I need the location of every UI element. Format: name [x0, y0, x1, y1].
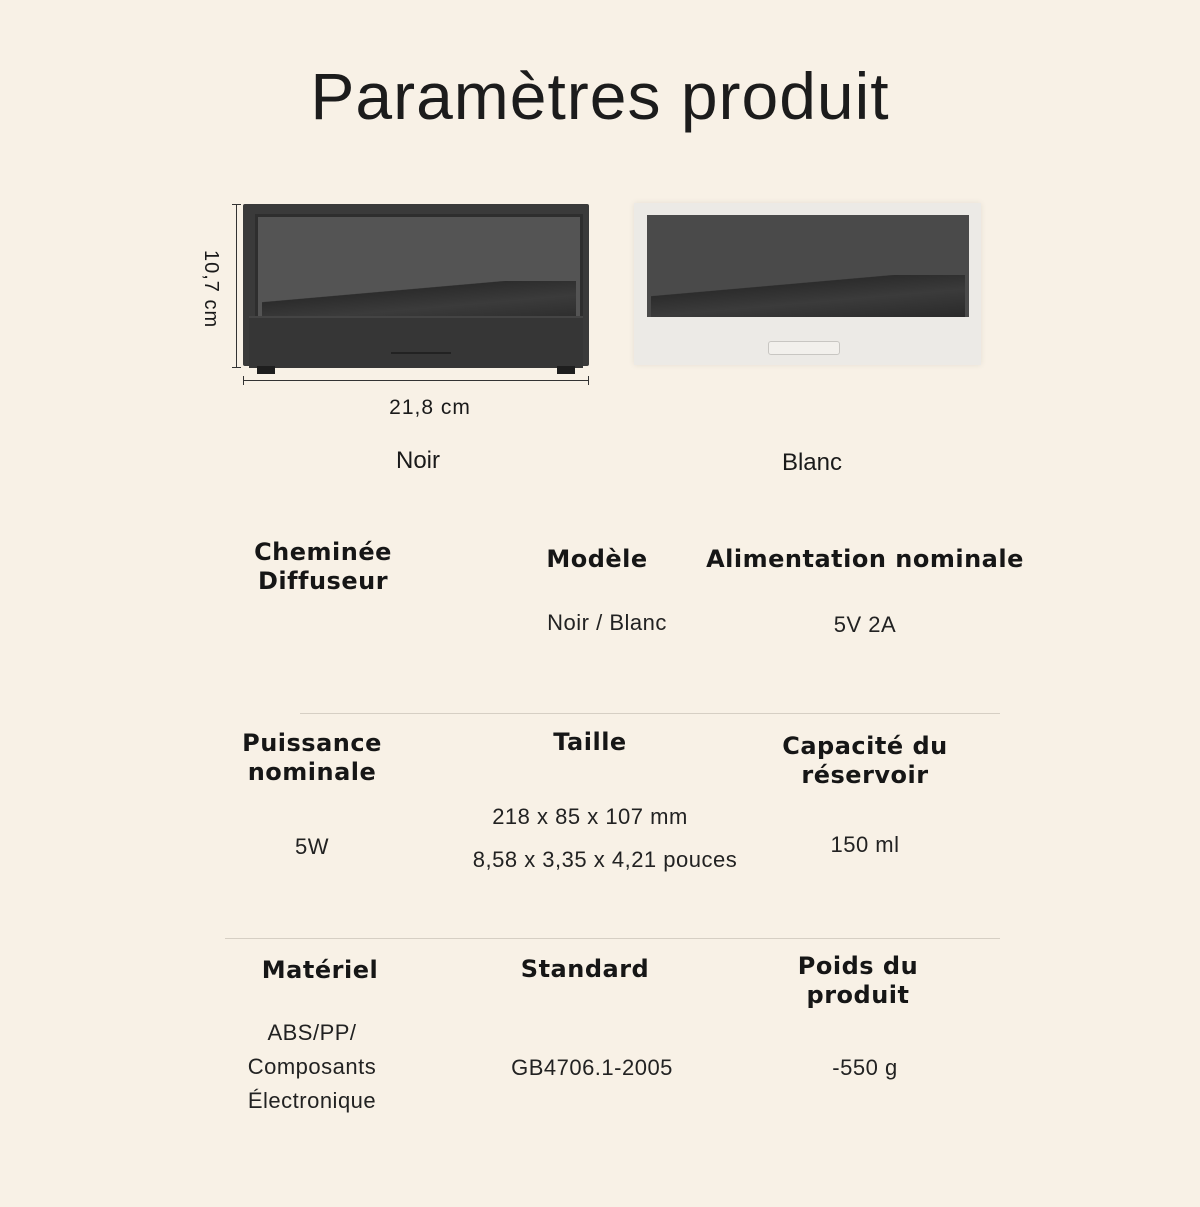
black-fireplace-image — [243, 204, 589, 366]
material-line: Électronique — [247, 1088, 377, 1113]
divider — [225, 938, 1000, 939]
control-buttons — [768, 341, 840, 355]
power-supply-header: Alimentation nominale — [706, 545, 1024, 573]
standard-header: Standard — [520, 955, 650, 983]
rated-power-header: Puissance nominale — [242, 729, 382, 786]
rated-power-value: 5W — [295, 834, 329, 859]
foot — [257, 366, 275, 374]
white-fireplace-image — [634, 203, 981, 365]
flame-window — [647, 215, 969, 317]
weight-value: -550 g — [832, 1055, 898, 1080]
material-line: Composants — [247, 1054, 377, 1079]
standard-value: GB4706.1-2005 — [511, 1055, 673, 1080]
height-dimension-label: 10,7 cm — [200, 250, 222, 329]
flame-window — [255, 214, 583, 326]
weight-header: Poids du produit — [797, 952, 919, 1009]
product-name — [203, 538, 443, 596]
power-supply-value: 5V 2A — [833, 612, 897, 637]
fireplace-base — [249, 316, 583, 368]
model-header: Modèle — [546, 545, 648, 573]
tank-capacity-value: 150 ml — [830, 832, 900, 857]
height-dimension-line — [236, 204, 237, 368]
foot — [557, 366, 575, 374]
material-header: Matériel — [261, 956, 379, 984]
logs-graphic — [651, 275, 965, 317]
page-title: Paramètres produit — [310, 59, 890, 133]
width-dimension-label: 21,8 cm — [389, 396, 471, 419]
control-strip — [391, 352, 451, 354]
variant-label-black: Noir — [395, 447, 440, 474]
model-value: Noir / Blanc — [547, 610, 667, 635]
material-value — [212, 1016, 412, 1118]
size-value-inches: 8,58 x 3,35 x 4,21 pouces — [472, 847, 738, 872]
material-line: ABS/PP/ — [267, 1020, 357, 1045]
width-dimension-line — [243, 380, 589, 381]
variant-label-white: Blanc — [781, 449, 843, 476]
size-header: Taille — [553, 728, 627, 756]
divider — [300, 713, 1000, 714]
product-name-text: Cheminée Diffuseur — [254, 538, 392, 595]
tank-capacity-header: Capacité du réservoir — [782, 732, 948, 789]
size-value-mm: 218 x 85 x 107 mm — [492, 804, 688, 829]
